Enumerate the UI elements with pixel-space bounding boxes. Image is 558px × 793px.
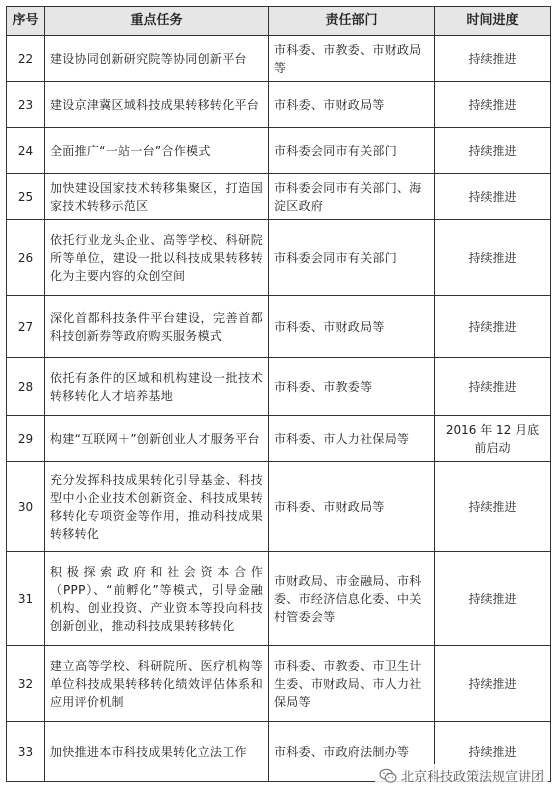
row-task: 全面推广“一站一台”合作模式: [45, 128, 269, 174]
row-dept: 市科委、市政府法制办等: [269, 722, 435, 782]
wechat-icon: [379, 768, 397, 784]
table-row: [7, 36, 551, 82]
row-number: 25: [7, 174, 45, 220]
row-progress: 持续推进: [435, 462, 551, 552]
row-dept: 市科委会同市有关部门: [269, 128, 435, 174]
row-number: 31: [7, 552, 45, 646]
row-number: 22: [7, 36, 45, 82]
row-dept: 市科委会同市有关部门: [269, 220, 435, 296]
row-task: 建设协同创新研究院等协同创新平台: [45, 36, 269, 82]
row-progress: 持续推进: [435, 128, 551, 174]
row-progress: 持续推进: [435, 296, 551, 358]
row-number: 24: [7, 128, 45, 174]
row-number: 27: [7, 296, 45, 358]
row-progress: 持续推进: [435, 722, 551, 782]
wechat-watermark: [375, 764, 548, 787]
table-row: [7, 220, 551, 296]
row-number: 28: [7, 358, 45, 416]
row-dept: 市科委、市教委等: [269, 358, 435, 416]
row-number: 30: [7, 462, 45, 552]
task-table: [6, 6, 551, 782]
row-dept: 市科委、市教委、市卫生计生委、市财政局、市人力社保局等: [269, 646, 435, 722]
row-progress: 2016 年 12 月底前启动: [435, 416, 551, 462]
row-progress: 持续推进: [435, 174, 551, 220]
header-row: [7, 7, 551, 36]
row-progress: 持续推进: [435, 552, 551, 646]
row-progress: 持续推进: [435, 82, 551, 128]
table-row: [7, 552, 551, 646]
row-dept: 市科委会同市有关部门、海淀区政府: [269, 174, 435, 220]
watermark-text: 北京科技政策法规宣讲团: [400, 770, 544, 785]
row-number: 23: [7, 82, 45, 128]
table-row: [7, 358, 551, 416]
table-row: [7, 462, 551, 552]
row-number: 32: [7, 646, 45, 722]
table-row: [7, 416, 551, 462]
table-row: [7, 174, 551, 220]
row-dept: 市科委、市财政局等: [269, 296, 435, 358]
row-task: 加快建设国家技术转移集聚区，打造国家技术转移示范区: [45, 174, 269, 220]
row-task: 依托行业龙头企业、高等学校、科研院所等单位，建设一批以科技成果转移转化为主要内容的众创空间: [45, 220, 269, 296]
row-task: 深化首都科技条件平台建设，完善首都科技创新券等政府购买服务模式: [45, 296, 269, 358]
row-task: 依托有条件的区域和机构建设一批技术转移转化人才培养基地: [45, 358, 269, 416]
row-progress: 持续推进: [435, 646, 551, 722]
header-no: 序号: [7, 7, 45, 36]
row-task: 积极探索政府和社会资本合作（PPP）、“前孵化”等模式，引导金融机构、创业投资、产业资本等投向科技创新创业，推动科技成果转移转化: [45, 552, 269, 646]
row-dept: 市财政局、市金融局、市科委、市经济信息化委、中关村管委会等: [269, 552, 435, 646]
row-dept: 市科委、市财政局等: [269, 82, 435, 128]
header-task: 重点任务: [45, 7, 269, 36]
row-number: 33: [7, 722, 45, 782]
header-progress: 时间进度: [435, 7, 551, 36]
table-row: [7, 82, 551, 128]
row-number: 29: [7, 416, 45, 462]
row-task: 建设京津冀区域科技成果转移转化平台: [45, 82, 269, 128]
row-progress: 持续推进: [435, 36, 551, 82]
row-progress: 持续推进: [435, 220, 551, 296]
table-row: [7, 296, 551, 358]
row-dept: 市科委、市财政局等: [269, 462, 435, 552]
row-dept: 市科委、市教委、市财政局等: [269, 36, 435, 82]
row-dept: 市科委、市人力社保局等: [269, 416, 435, 462]
row-progress: 持续推进: [435, 358, 551, 416]
row-number: 26: [7, 220, 45, 296]
table-row: [7, 646, 551, 722]
table-row: [7, 128, 551, 174]
row-task: 加快推进本市科技成果转化立法工作: [45, 722, 269, 782]
row-task: 建立高等学校、科研院所、医疗机构等单位科技成果转移转化绩效评估体系和应用评价机制: [45, 646, 269, 722]
row-task: 充分发挥科技成果转化引导基金、科技型中小企业技术创新资金、科技成果转移转化专项资金等作用，推动科技成果转移转化: [45, 462, 269, 552]
header-dept: 责任部门: [269, 7, 435, 36]
row-task: 构建“互联网＋”创新创业人才服务平台: [45, 416, 269, 462]
